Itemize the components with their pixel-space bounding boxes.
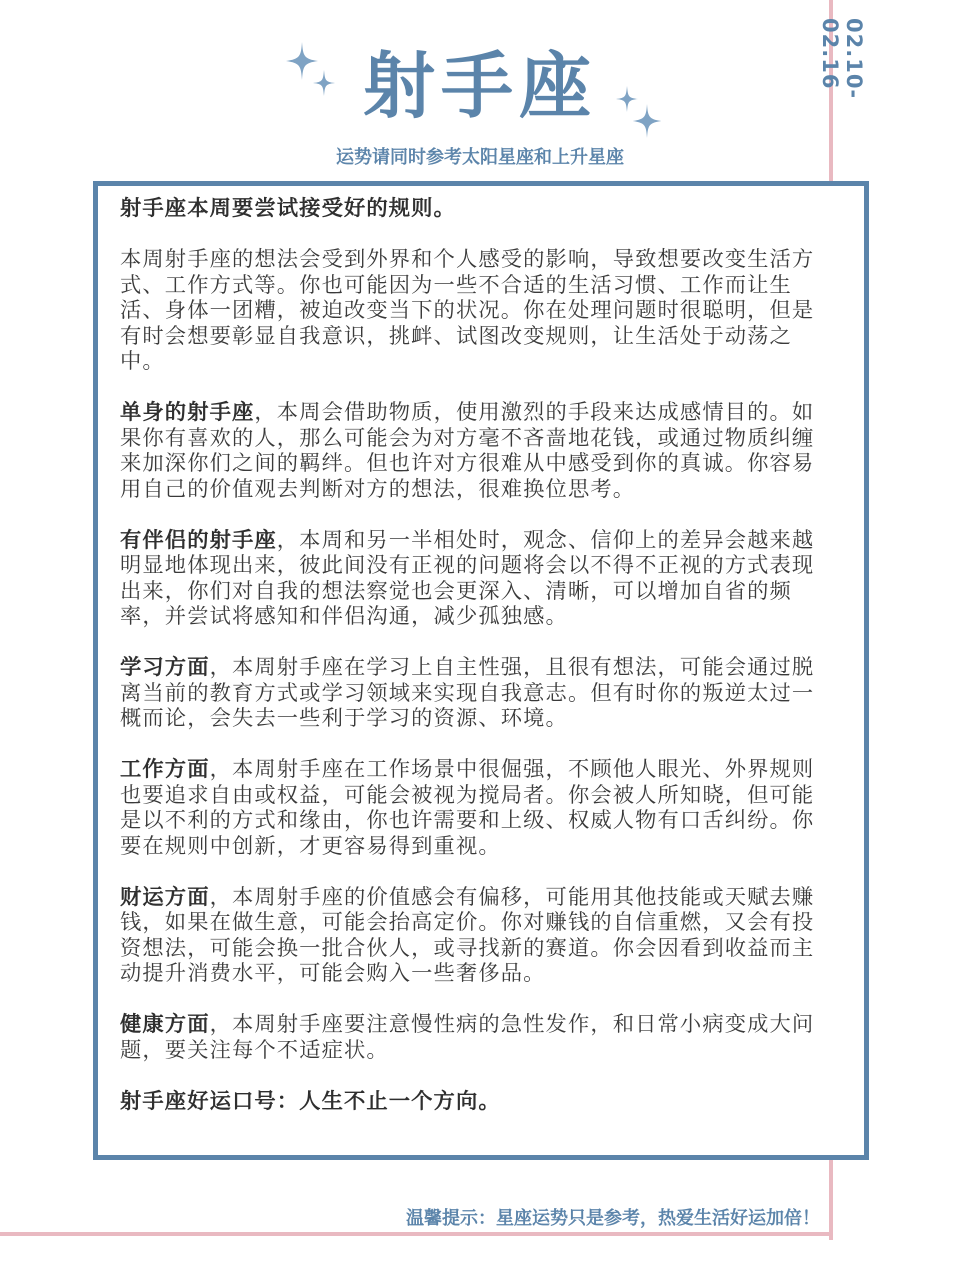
section-label: 学习方面: [120, 655, 210, 680]
section-text: ，本周和另一半相处时，观念、信仰上的差异会越来越明显地体现出来，彼此间没有正视的问题将会以不得不正视的方式表现出来，你们对自我的想法察觉也会更深入、清晰，可以增加自省的频率，并尝试将感知和伴侣沟通，减少孤独感。: [120, 527, 815, 629]
date-range: 02.10-02.16: [818, 18, 866, 100]
intro-heading: 射手座本周要尝试接受好的规则。: [120, 196, 456, 221]
horoscope-content: [120, 196, 820, 1140]
section-label: 健康方面: [120, 1012, 210, 1037]
section-work: [120, 757, 820, 859]
section-health: [120, 1012, 820, 1063]
section-text: ，本周会借助物质，使用激烈的手段来达成感情目的。如果你有喜欢的人，那么可能会为对方毫不吝啬地花钱，或通过物质纠缠来加深你们之间的羁绊。但也许对方很难从中感受到你的真诚。你容易用自己的价值观去判断对方的想法，很难换位思考。: [120, 400, 815, 502]
section-label: 工作方面: [120, 757, 210, 782]
page-title: 射手座: [362, 44, 597, 128]
section-label: 财运方面: [120, 884, 210, 910]
sparkle-icon-left-small: [313, 70, 335, 96]
lucky-slogan: 射手座好运口号：人生不止一个方向。: [120, 1088, 501, 1114]
section-study: [120, 655, 820, 732]
subtitle: 运势请同时参考太阳星座和上升星座: [336, 147, 624, 168]
section-label: 有伴侣的射手座: [120, 527, 277, 553]
section-text: ，本周射手座的价值感会有偏移，可能用其他技能或天赋去赚钱，如果在做生意，可能会抬高定价。你对赚钱的自信重燃，又会有投资想法，可能会换一批合伙人，或寻找新的赛道。你会因看到收益而主动提升消费水平，可能会购入一些奢侈品。: [120, 884, 815, 986]
intro-text: 本周射手座的想法会受到外界和个人感受的影响，导致想要改变生活方式、工作方式等。你也可能因为一些不合适的生活习惯、工作而让生活、身体一团糟，被迫改变当下的状况。你在处理问题时很聪明，但是有时会想要彰显自我意识，挑衅、试图改变规则，让生活处于动荡之中。: [120, 247, 815, 374]
section-single: [120, 400, 820, 502]
pink-horizontal-line: [0, 1232, 833, 1236]
section-text: ，本周射手座要注意慢性病的急性发作，和日常小病变成大问题，要关注每个不适症状。: [120, 1012, 815, 1063]
section-partnered: [120, 528, 820, 630]
section-label: 单身的射手座: [120, 400, 255, 425]
sparkle-icon-right-large: [632, 104, 662, 138]
section-text: ，本周射手座在学习上自主性强，且很有想法，可能会通过脱离当前的教育方式或学习领域来实现自我意志。但有时你的叛逆太过一概而论，会失去一些利于学习的资源、环境。: [120, 655, 815, 731]
section-wealth: [120, 885, 820, 987]
section-text: ，本周射手座在工作场景中很倔强，不顾他人眼光、外界规则也要追求自由或权益，可能会被视为搅局者。你会被人所知晓，但可能是以不利的方式和缘由，你也许需要和上级、权威人物有口舌纠纷。你要在规则中创新，才更容易得到重视。: [120, 757, 815, 859]
footer-tip: 温馨提示：星座运势只是参考，热爱生活好运加倍！: [406, 1208, 820, 1229]
